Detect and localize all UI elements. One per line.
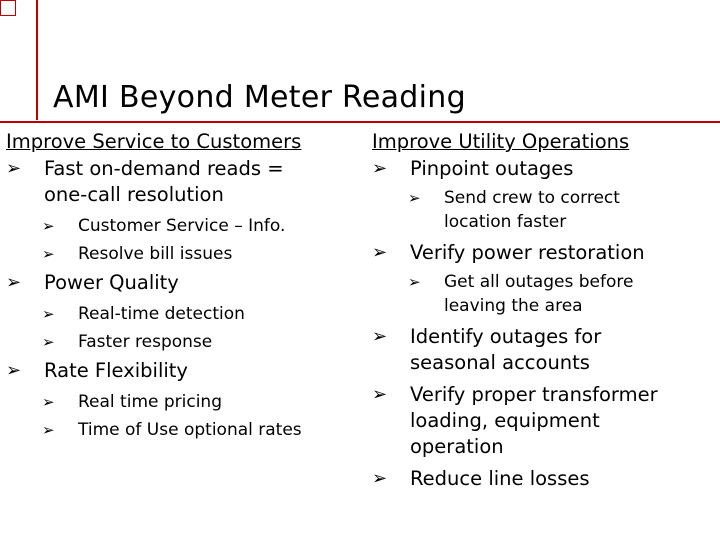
arrow-bullet-icon: ➢ — [372, 326, 388, 347]
arrow-bullet-icon: ➢ — [42, 305, 55, 323]
bullet-line: Faster response — [78, 332, 213, 352]
bullet-line: operation — [410, 435, 504, 458]
arrow-bullet-icon: ➢ — [42, 245, 55, 263]
bullet-power-quality — [6, 270, 361, 296]
bullet-verify-restoration — [372, 240, 712, 266]
arrow-bullet-icon: ➢ — [42, 333, 55, 351]
bullet-line: Real-time detection — [78, 304, 245, 324]
bullet-line: Real time pricing — [78, 392, 223, 412]
bullet-line: Rate Flexibility — [44, 359, 188, 382]
arrow-bullet-icon: ➢ — [6, 360, 22, 381]
left-column — [6, 128, 361, 442]
left-column-heading: Improve Service to Customers — [6, 130, 302, 153]
bullet-line: Send crew to correct — [444, 188, 620, 208]
bullet-line: Time of Use optional rates — [78, 420, 302, 440]
subbullet-resolve-bill — [6, 242, 361, 266]
subbullet-get-all-outages — [372, 270, 712, 318]
arrow-bullet-icon: ➢ — [372, 158, 388, 179]
bullet-line: Get all outages before — [444, 272, 634, 292]
bullet-line: leaving the area — [444, 296, 583, 316]
arrow-bullet-icon: ➢ — [42, 393, 55, 411]
bullet-line: location faster — [444, 212, 567, 232]
bullet-line: Verify proper transformer — [410, 383, 658, 406]
arrow-bullet-icon: ➢ — [6, 272, 22, 293]
arrow-bullet-icon: ➢ — [372, 468, 388, 489]
bullet-pinpoint-outages — [372, 156, 712, 182]
frame-horizontal-rule — [0, 121, 720, 123]
arrow-bullet-icon: ➢ — [42, 421, 55, 439]
bullet-fast-reads — [6, 156, 361, 208]
arrow-bullet-icon: ➢ — [372, 242, 388, 263]
arrow-bullet-icon: ➢ — [372, 384, 388, 405]
bullet-line: Fast on-demand reads = — [44, 157, 284, 180]
subbullet-time-of-use — [6, 418, 361, 442]
bullet-line: Resolve bill issues — [78, 244, 233, 264]
bullet-line: Power Quality — [44, 271, 179, 294]
subbullet-send-crew — [372, 186, 712, 234]
bullet-line: Verify power restoration — [410, 241, 645, 264]
bullet-identify-outages — [372, 324, 712, 376]
bullet-rate-flexibility — [6, 358, 361, 384]
bullet-line: Customer Service – Info. — [78, 216, 286, 236]
bullet-line: seasonal accounts — [410, 351, 590, 374]
subbullet-real-time-detection — [6, 302, 361, 326]
subbullet-faster-response — [6, 330, 361, 354]
bullet-line: Pinpoint outages — [410, 157, 574, 180]
bullet-line: Identify outages for — [410, 325, 602, 348]
bullet-reduce-line-losses — [372, 466, 712, 492]
right-column — [372, 128, 712, 492]
arrow-bullet-icon: ➢ — [408, 189, 421, 207]
frame-corner-square — [0, 0, 16, 16]
subbullet-customer-service — [6, 214, 361, 238]
bullet-line: loading, equipment — [410, 409, 600, 432]
frame-vertical-rule — [36, 0, 38, 120]
arrow-bullet-icon: ➢ — [408, 273, 421, 291]
bullet-line: one-call resolution — [44, 183, 224, 206]
arrow-bullet-icon: ➢ — [6, 158, 22, 179]
bullet-verify-transformer — [372, 382, 712, 460]
slide-title: AMI Beyond Meter Reading — [53, 80, 466, 115]
arrow-bullet-icon: ➢ — [42, 217, 55, 235]
subbullet-real-time-pricing — [6, 390, 361, 414]
right-column-heading: Improve Utility Operations — [372, 130, 630, 153]
bullet-line: Reduce line losses — [410, 467, 590, 490]
